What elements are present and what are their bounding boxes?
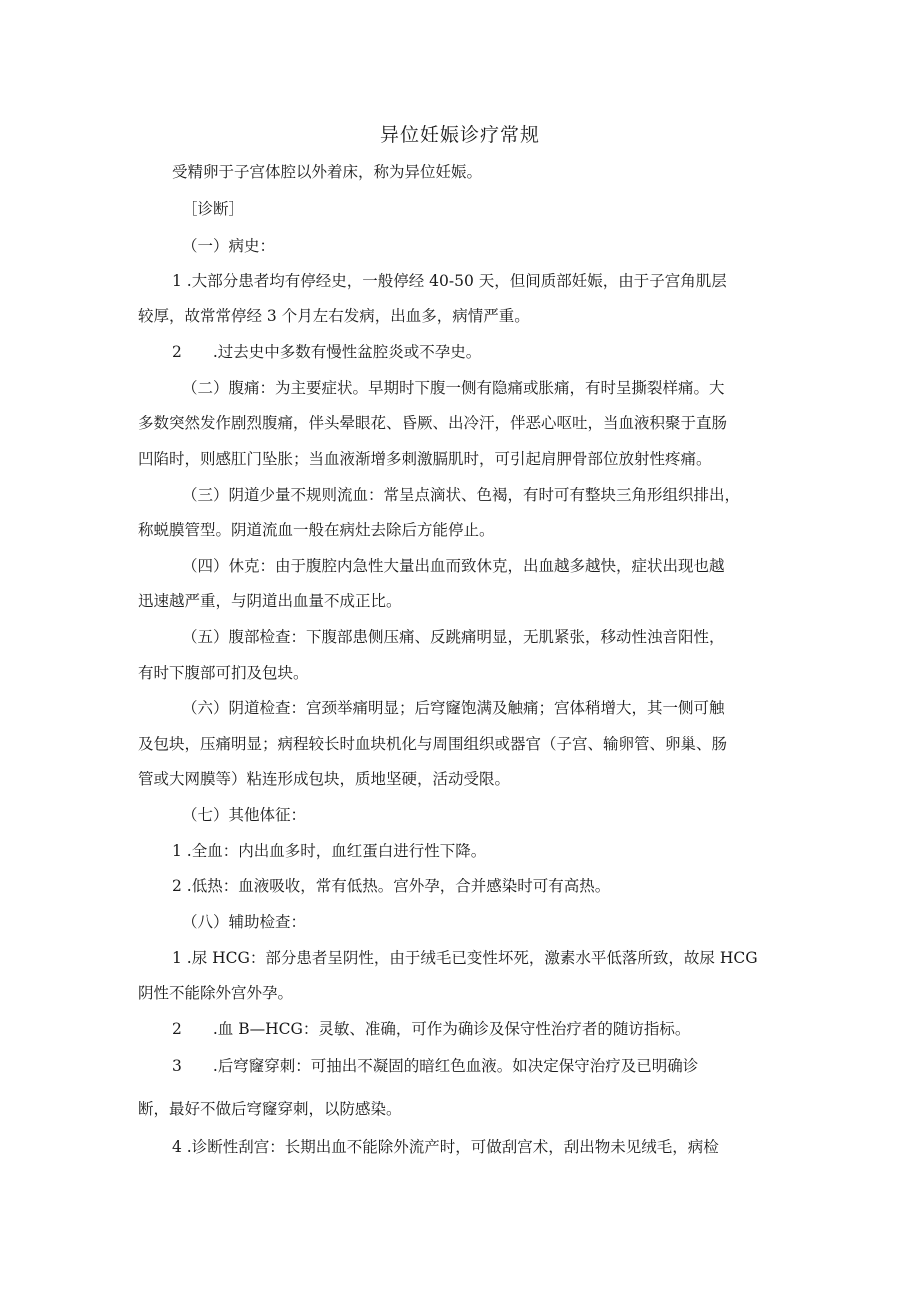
aux-exam-item-3-line-2: 断，最好不做后穹窿穿刺，以防感染。 (138, 1100, 402, 1118)
pain-line-3: 凹陷时，则感肛门坠胀；当血液渐增多刺激膈肌时，可引起肩胛骨部位放射性疼痛。 (138, 450, 712, 468)
aux-exam-item-2: 2 .血 B—HCG：灵敏、准确，可作为确诊及保守性治疗者的随访指标。 (172, 1020, 691, 1038)
history-heading: （一）病史： (182, 237, 276, 255)
aux-exam-item-4-line-1: 4 .诊断性刮宫：长期出血不能除外流产时，可做刮宫术，刮出物未见绒毛，病检 (172, 1138, 719, 1156)
intro-paragraph: 受精卵于子宫体腔以外着床，称为异位妊娠。 (172, 163, 483, 181)
aux-exam-item-1-line-2: 阴性不能除外宫外孕。 (138, 984, 294, 1002)
shock-line-1: （四）休克：由于腹腔内急性大量出血而致休克，出血越多越快，症状出现也越 (182, 557, 725, 575)
vaginal-exam-line-2: 及包块，压痛明显；病程较长时血块机化与周围组织或器官（子宫、输卵管、卵巢、肠 (138, 735, 728, 753)
abdominal-exam-line-2: 有时下腹部可扪及包块。 (138, 664, 309, 682)
history-item-2: 2 .过去史中多数有慢性盆腔炎或不孕史。 (172, 343, 482, 361)
bleeding-line-2: 称蜕膜管型。阴道流血一般在病灶去除后方能停止。 (138, 521, 495, 539)
aux-exam-item-1-line-1: 1 .尿 HCG：部分患者呈阴性，由于绒毛已变性坏死，激素水平低落所致，故尿 HCG (172, 949, 758, 967)
other-signs-item-1: 1 .全血：内出血多时，血红蛋白进行性下降。 (172, 842, 487, 860)
page-title: 异位妊娠诊疗常规 (379, 124, 540, 146)
shock-line-2: 迅速越严重，与阴道出血量不成正比。 (138, 592, 402, 610)
other-signs-heading: （七）其他体征： (182, 806, 307, 824)
diagnosis-heading: ［诊断］ (182, 200, 245, 218)
vaginal-exam-line-3: 管或大网膜等）粘连形成包块，质地坚硬，活动受限。 (138, 770, 511, 788)
vaginal-exam-line-1: （六）阴道检查：宫颈举痛明显；后穹窿饱满及触痛；宫体稍增大，其一侧可触 (182, 699, 725, 717)
other-signs-item-2: 2 .低热：血液吸收，常有低热。宫外孕，合并感染时可有高热。 (172, 877, 611, 895)
aux-exam-item-3-line-1: 3 .后穹窿穿刺：可抽出不凝固的暗红色血液。如决定保守治疗及已明确诊 (172, 1057, 699, 1075)
history-item-1-line-1: 1 .大部分患者均有停经史，一般停经 40-50 天，但间质部妊娠，由于子宫角肌层 (172, 272, 727, 290)
abdominal-exam-line-1: （五）腹部检查：下腹部患侧压痛、反跳痛明显，无肌紧张，移动性浊音阳性， (182, 628, 725, 646)
pain-line-1: （二）腹痛：为主要症状。早期时下腹一侧有隐痛或胀痛，有时呈撕裂样痛。大 (182, 379, 725, 397)
history-item-1-line-2: 较厚，故常常停经 3 个月左右发病，出血多，病情严重。 (138, 307, 530, 325)
bleeding-line-1: （三）阴道少量不规则流血：常呈点滴状、色褐，有时可有整块三角形组织排出， (182, 486, 741, 504)
pain-line-2: 多数突然发作剧烈腹痛，伴头晕眼花、昏厥、出冷汗，伴恶心呕吐，当血液积聚于直肠 (138, 414, 728, 432)
aux-exam-heading: （八）辅助检查： (182, 913, 307, 931)
